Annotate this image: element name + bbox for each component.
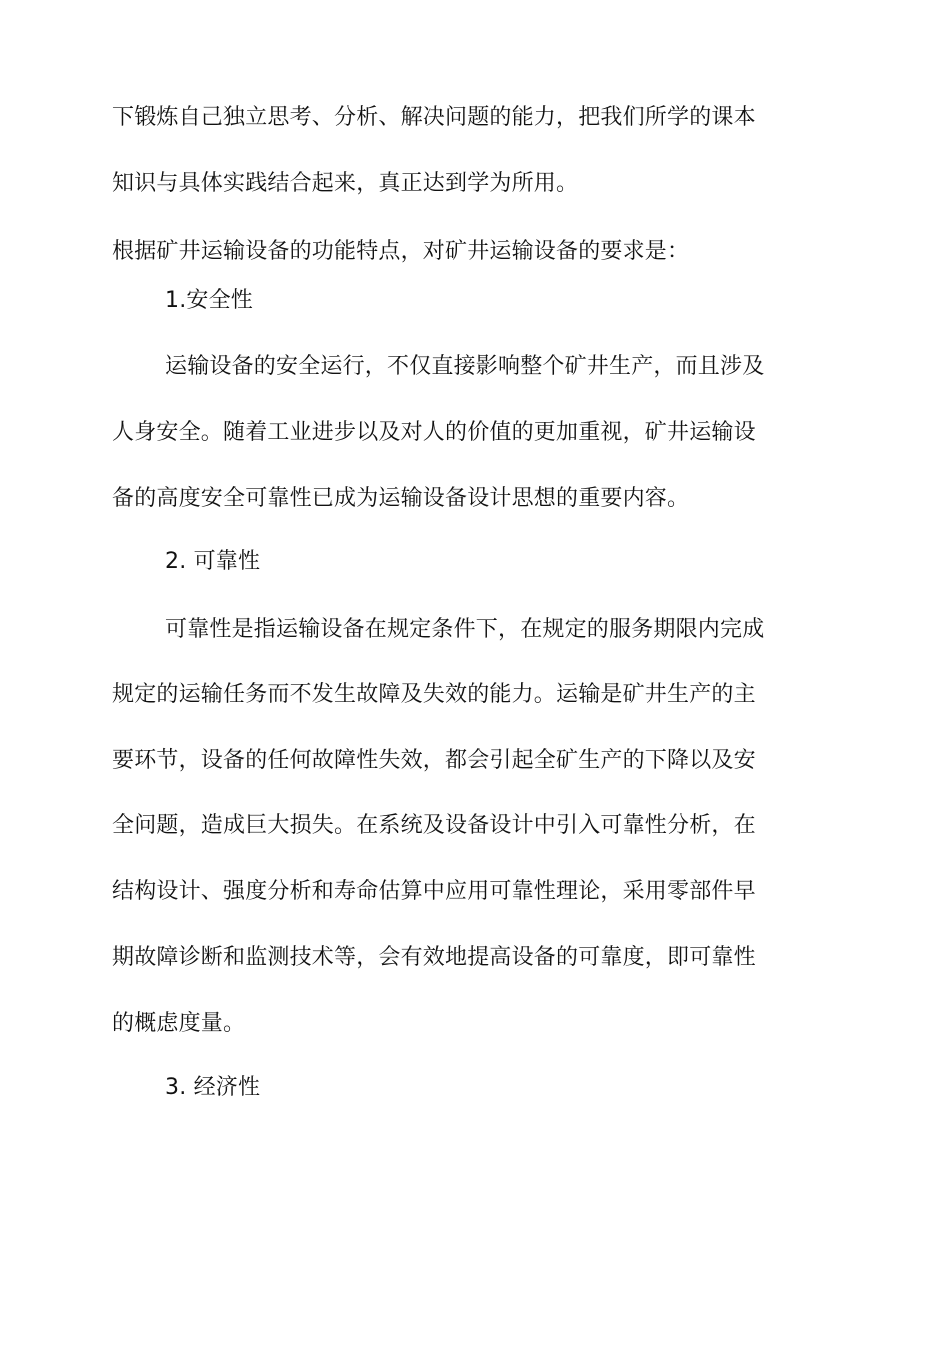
paragraph-line: 备的高度安全可靠性已成为运输设备设计思想的重要内容。 bbox=[112, 486, 690, 511]
paragraph-line: 的概虑度量。 bbox=[112, 1011, 246, 1036]
paragraph-line: 下锻炼自己独立思考、分析、解决问题的能力，把我们所学的课本 bbox=[112, 105, 756, 130]
paragraph-line: 规定的运输任务而不发生故障及失效的能力。运输是矿井生产的主 bbox=[112, 682, 756, 707]
paragraph-line: 运输设备的安全运行，不仅直接影响整个矿井生产，而且涉及 bbox=[165, 354, 765, 379]
paragraph-line: 期故障诊断和监测技术等，会有效地提高设备的可靠度，即可靠性 bbox=[112, 945, 756, 970]
paragraph-line: 根据矿井运输设备的功能特点，对矿井运输设备的要求是： bbox=[112, 239, 690, 264]
paragraph-line: 可靠性是指运输设备在规定条件下，在规定的服务期限内完成 bbox=[165, 617, 765, 642]
section-heading-safety: 1.安全性 bbox=[165, 288, 253, 313]
section-heading-economy: 3. 经济性 bbox=[165, 1075, 261, 1100]
paragraph-line: 知识与具体实践结合起来，真正达到学为所用。 bbox=[112, 171, 579, 196]
paragraph-line: 人身安全。随着工业进步以及对人的价值的更加重视，矿井运输设 bbox=[112, 420, 756, 445]
paragraph-line: 全问题，造成巨大损失。在系统及设备设计中引入可靠性分析，在 bbox=[112, 813, 756, 838]
paragraph-line: 要环节，设备的任何故障性失效，都会引起全矿生产的下降以及安 bbox=[112, 748, 756, 773]
paragraph-line: 结构设计、强度分析和寿命估算中应用可靠性理论，采用零部件早 bbox=[112, 879, 756, 904]
section-heading-reliability: 2. 可靠性 bbox=[165, 549, 261, 574]
